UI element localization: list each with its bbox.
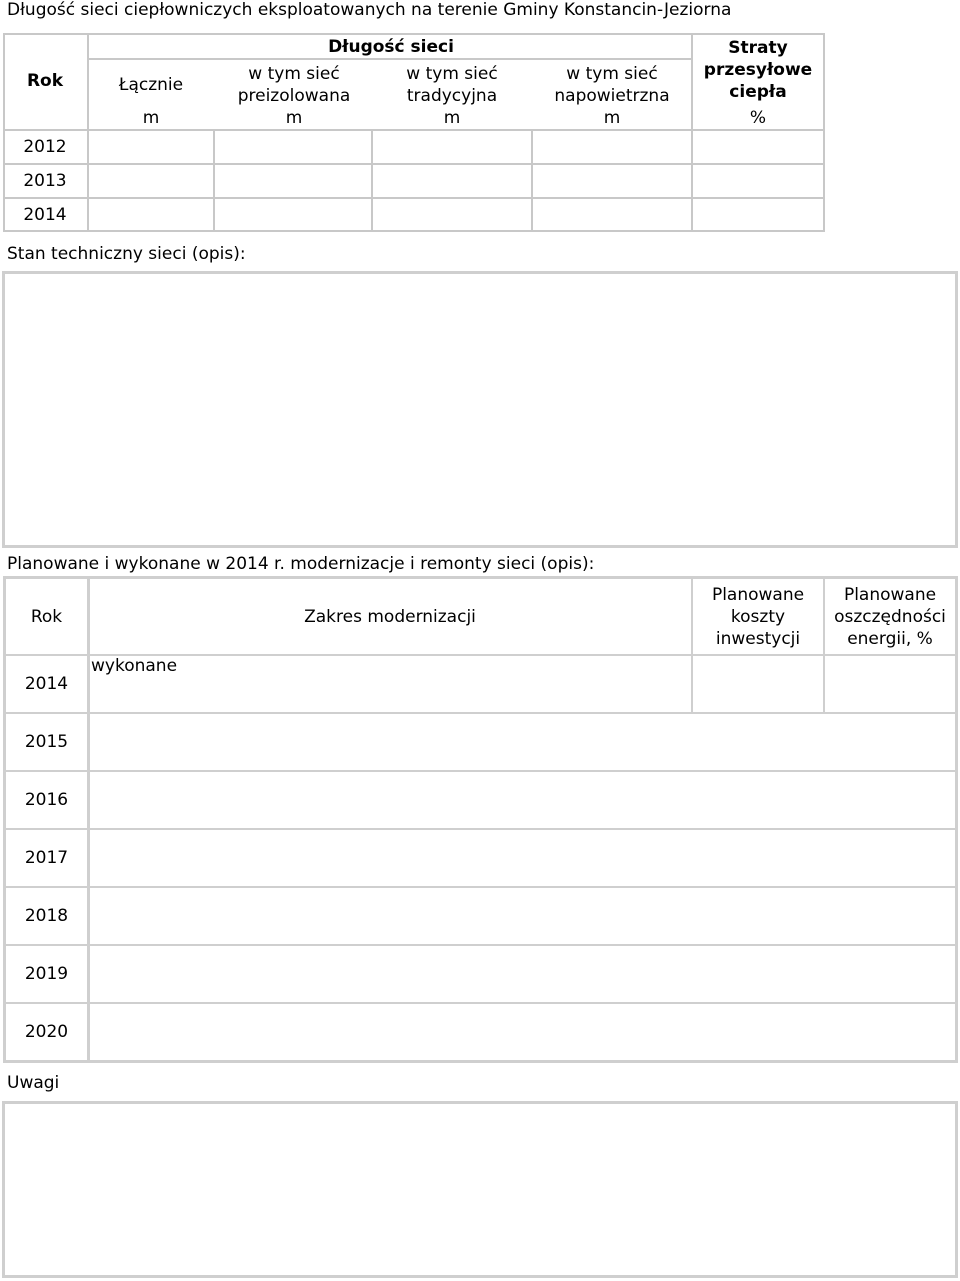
col-preizolowana: w tym sieć preizolowana bbox=[237, 64, 351, 106]
input-cell[interactable] bbox=[693, 131, 823, 163]
uwagi-textarea[interactable] bbox=[2, 1101, 958, 1278]
page-title: Długość sieci ciepłowniczych eksploatowanych na terenie Gminy Konstancin-Jeziorna bbox=[7, 0, 732, 20]
year-2017: 2017 bbox=[24, 848, 69, 868]
input-cell[interactable] bbox=[373, 131, 531, 163]
col-tradycyjna: w tym sieć tradycyjna bbox=[406, 64, 498, 106]
uwagi-label: Uwagi bbox=[7, 1073, 60, 1093]
header-oszczednosci: Planowane oszczędności energii, % bbox=[834, 585, 946, 649]
row-note-wykonane: wykonane bbox=[91, 656, 178, 676]
header-zakres: Zakres modernizacji bbox=[304, 607, 476, 627]
row-input-2019[interactable] bbox=[91, 946, 955, 1002]
year-2016: 2016 bbox=[24, 790, 69, 810]
input-cell[interactable] bbox=[215, 131, 371, 163]
stan-textarea[interactable] bbox=[2, 271, 958, 548]
header-rok: Rok bbox=[26, 70, 64, 91]
row-input-2020[interactable] bbox=[91, 1004, 955, 1060]
year-2012: 2012 bbox=[23, 137, 67, 157]
header-rok: Rok bbox=[30, 607, 63, 627]
row-input-2018[interactable] bbox=[91, 888, 955, 944]
unit-napowietrzna: m bbox=[603, 108, 621, 128]
year-2015: 2015 bbox=[24, 732, 69, 752]
network-length-table bbox=[3, 33, 825, 232]
year-2014: 2014 bbox=[24, 674, 69, 694]
header-straty: Straty przesyłowe ciepła bbox=[703, 38, 813, 102]
year-2018: 2018 bbox=[24, 906, 69, 926]
row-input-2016[interactable] bbox=[91, 772, 955, 828]
unit-lacznie: m bbox=[142, 108, 160, 128]
header-dlugosc-sieci: Długość sieci bbox=[328, 37, 454, 57]
unit-straty: % bbox=[749, 108, 767, 128]
stan-label: Stan techniczny sieci (opis): bbox=[7, 244, 246, 264]
input-cell[interactable] bbox=[89, 131, 213, 163]
year-2014: 2014 bbox=[23, 205, 67, 225]
oszczednosci-input-2014[interactable] bbox=[825, 656, 955, 712]
koszty-input-2014[interactable] bbox=[693, 656, 823, 712]
row-input-2017[interactable] bbox=[91, 830, 955, 886]
row-input-2015[interactable] bbox=[91, 714, 955, 770]
year-2019: 2019 bbox=[24, 964, 69, 984]
modernization-table bbox=[3, 576, 958, 1063]
input-cell[interactable] bbox=[533, 131, 691, 163]
planowane-label: Planowane i wykonane w 2014 r. modernizacje i remonty sieci (opis): bbox=[7, 554, 595, 574]
zakres-input-2014[interactable] bbox=[91, 678, 691, 712]
header-koszty: Planowane koszty inwestycji bbox=[711, 585, 805, 649]
year-2020: 2020 bbox=[24, 1022, 69, 1042]
col-napowietrzna: w tym sieć napowietrzna bbox=[554, 64, 670, 106]
unit-preizolowana: m bbox=[285, 108, 303, 128]
unit-tradycyjna: m bbox=[443, 108, 461, 128]
year-2013: 2013 bbox=[23, 171, 67, 191]
col-lacznie: Łącznie bbox=[118, 75, 184, 95]
